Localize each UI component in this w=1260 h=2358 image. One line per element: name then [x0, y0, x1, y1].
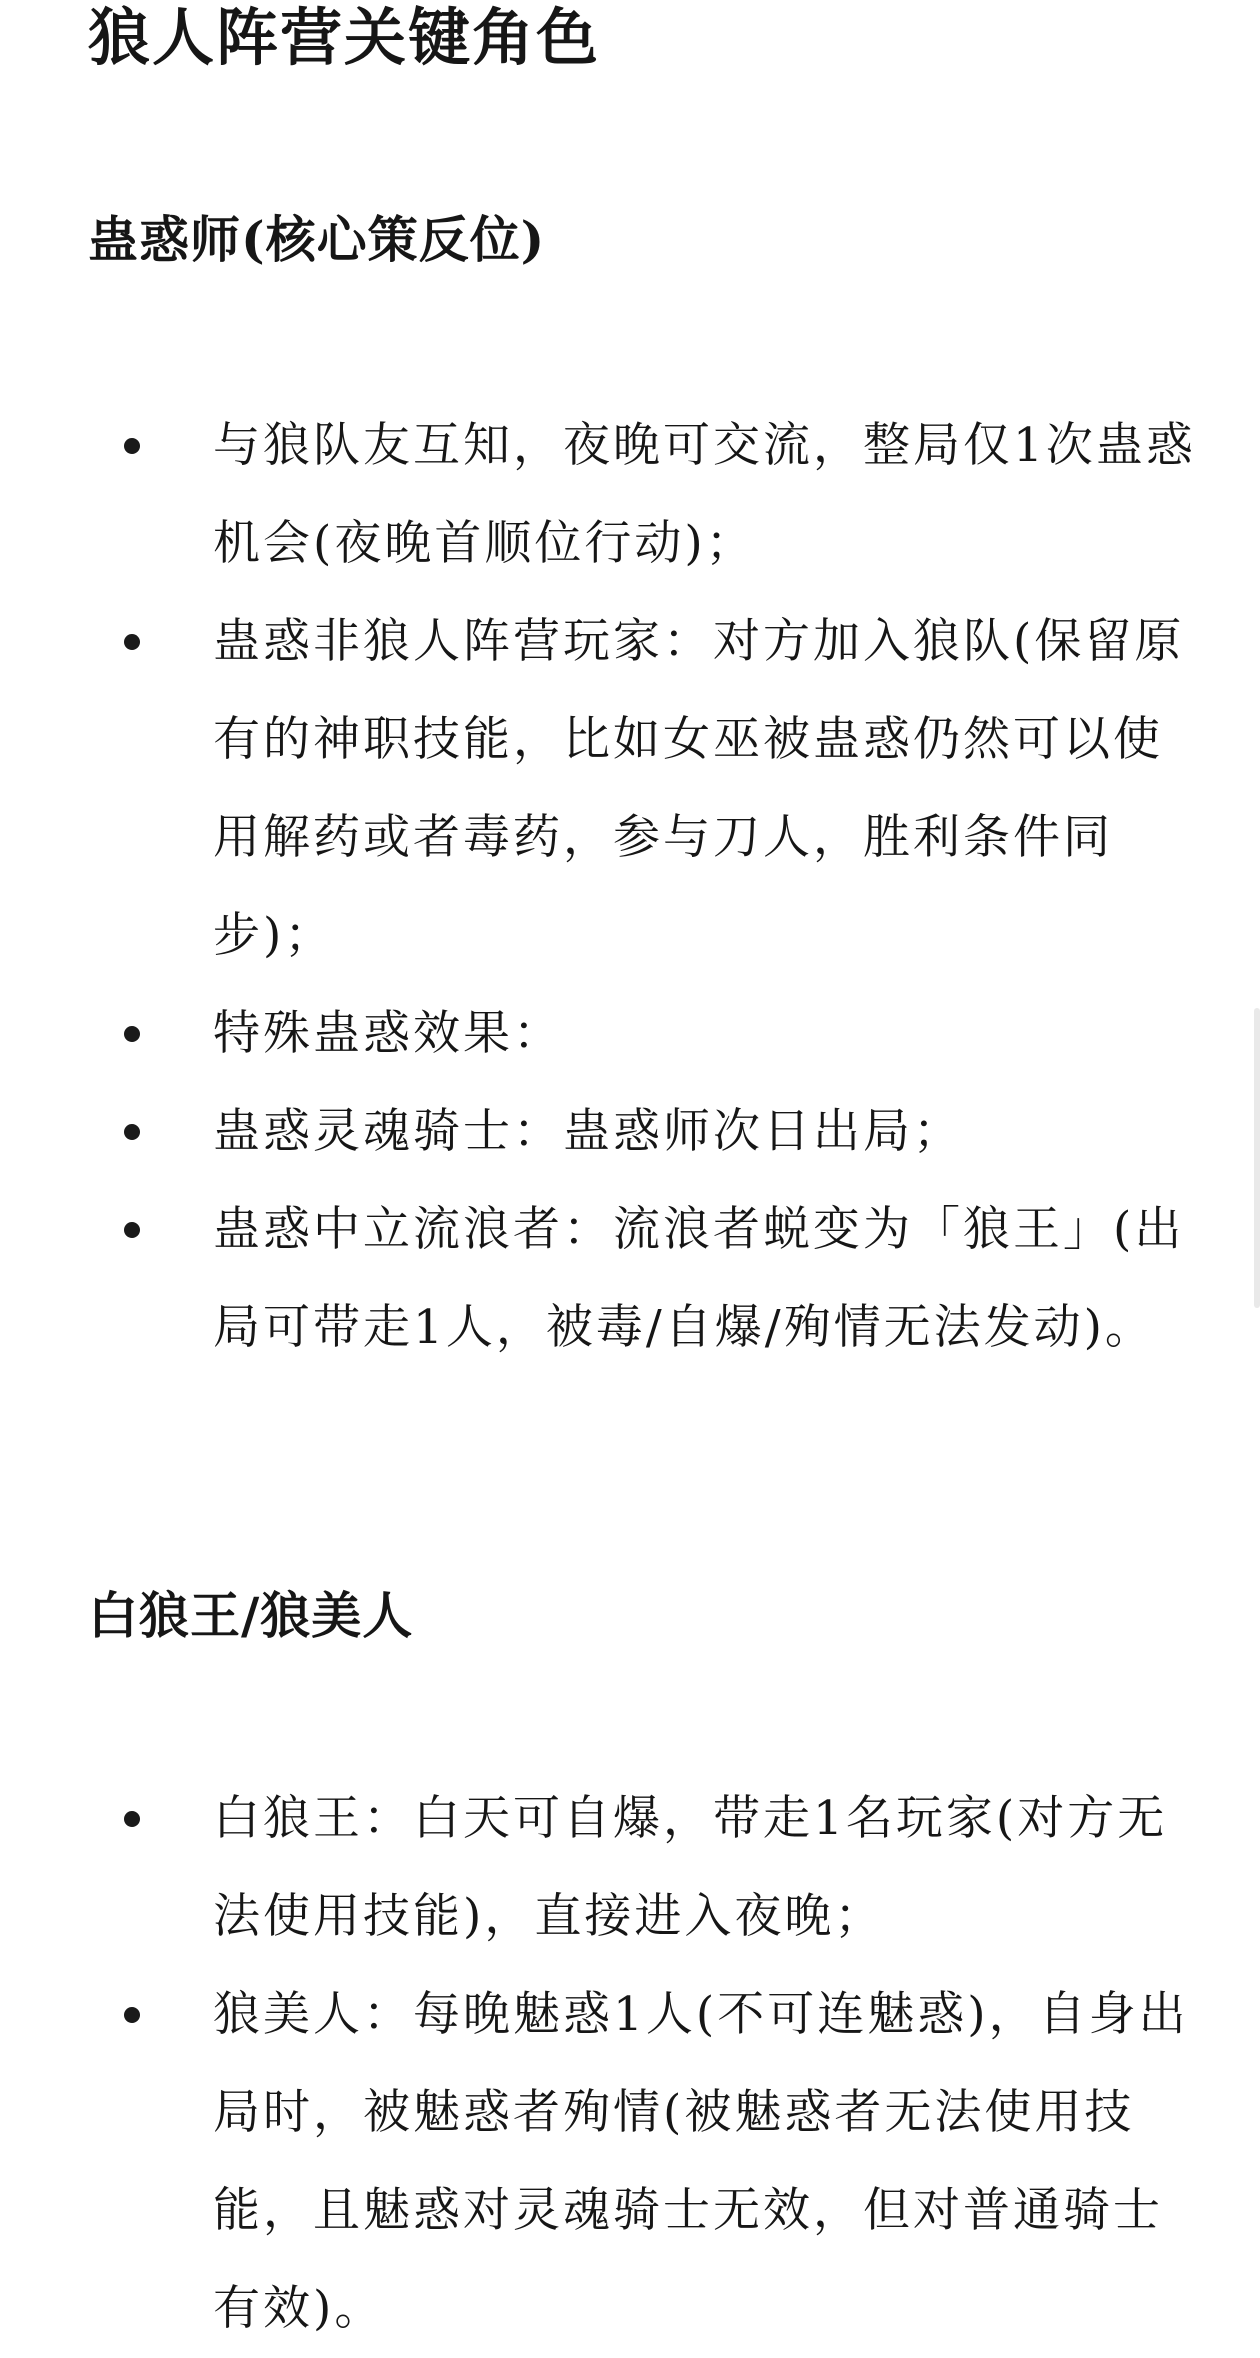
bullet-icon	[124, 2007, 140, 2023]
bullet-icon	[124, 1124, 140, 1140]
list-item	[0, 593, 1260, 985]
list-item-text: 蛊惑中立流浪者：流浪者蜕变为「狼王」(出局可带走1人，被毒/自爆/殉情无法发动)。	[213, 1202, 1185, 1355]
bullet-icon	[124, 438, 140, 454]
list-item	[0, 1966, 1260, 2358]
bullet-icon	[124, 634, 140, 650]
list-item	[0, 1083, 1260, 1181]
section-heading-bai-lang-wang: 白狼王/狼美人	[88, 1586, 414, 1645]
bullet-icon	[124, 1811, 140, 1827]
list-item-text: 特殊蛊惑效果：	[213, 1006, 563, 1061]
section-heading-gu-huo-shi: 蛊惑师(核心策反位)	[88, 210, 546, 269]
list-item-text: 蛊惑非狼人阵营玩家：对方加入狼队(保留原有的神职技能，比如女巫被蛊惑仍然可以使用解药或者毒药，参与刀人，胜利条件同步)；	[213, 614, 1185, 963]
gu-huo-shi-list	[0, 397, 1260, 1377]
bai-lang-wang-list	[0, 1770, 1260, 2358]
page-title: 狼人阵营关键角色	[88, 1, 601, 74]
list-item	[0, 1770, 1260, 1966]
list-item	[0, 397, 1260, 593]
list-item-text: 蛊惑灵魂骑士：蛊惑师次日出局；	[213, 1104, 963, 1159]
list-item-text: 白狼王：白天可自爆，带走1名玩家(对方无法使用技能)，直接进入夜晚；	[213, 1791, 1168, 1944]
list-item-text: 狼美人：每晚魅惑1人(不可连魅惑)，自身出局时，被魅惑者殉情(被魅惑者无法使用技能，且魅惑对灵魂骑士无效，但对普通骑士有效)。	[213, 1987, 1189, 2336]
list-item	[0, 985, 1260, 1083]
list-item	[0, 1181, 1260, 1377]
list-item-text: 与狼队友互知，夜晚可交流，整局仅1次蛊惑机会(夜晚首顺位行动)；	[213, 418, 1196, 571]
bullet-icon	[124, 1026, 140, 1042]
scrollbar[interactable]	[1254, 1008, 1260, 1308]
bullet-icon	[124, 1222, 140, 1238]
